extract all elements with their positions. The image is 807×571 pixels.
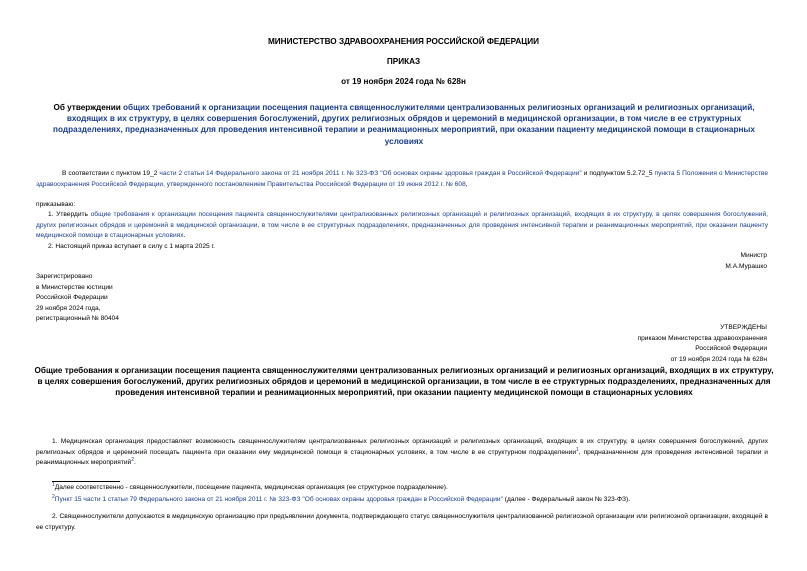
- signature-name: М.А.Мурашко: [725, 263, 767, 270]
- footnote-ref-2[interactable]: 2: [131, 457, 134, 463]
- registration-line-5: регистрационный № 80404: [36, 315, 119, 323]
- footnote-1: [52, 483, 448, 494]
- footnote-2-law-link[interactable]: Пункт 15 части 1 статьи 79 Федерального закона от 21 ноября 2011 г. № 323-ФЗ "Об основах охраны здоровья граждан в Российской Федерации": [54, 496, 503, 503]
- signature-position: Министр: [740, 252, 767, 259]
- requirements-paragraph-2: 2. Священнослужители допускаются в медицинскую организацию при предъявлении документа, подтверждающего статус священнослужителя централизованной религиозной организации или религиозной организации, входящей в ее структуру.: [36, 513, 768, 531]
- preamble-paragraph: [36, 169, 768, 190]
- general-requirements-link[interactable]: общие требования к организации посещения пациента священнослужителями централизованных религиозных организаций и религиозных организаций, входящих в их структуру, в целях совершения богослужений, других религиозных обрядов и церемоний в медицинской организации, в том числе в ее структурных подразделениях, предназначенных для проведения интенсивной терапии и реанимационных мероприятий, при оказании пациенту медицинской помощи в стационарных условиях: [36, 211, 768, 240]
- item-2: 2. Настоящий приказ вступает в силу с 1 марта 2025 г.: [48, 243, 215, 250]
- requirements-paragraph-1: [36, 437, 768, 469]
- order-title-prefix: Об утверждении: [53, 103, 124, 112]
- preamble-text-3: ,: [465, 180, 468, 188]
- paragraph-1-end: .: [134, 459, 136, 467]
- doc-date-number: от 19 ноября 2024 года № 628н: [341, 77, 466, 86]
- approval-line-1: УТВЕРЖДЕНЫ: [720, 324, 767, 331]
- item-1: [36, 210, 768, 242]
- approval-block: [638, 323, 767, 365]
- approval-line-3: Российской Федерации: [695, 345, 767, 353]
- registration-line-2: в Министерстве юстиции: [36, 283, 113, 291]
- footnote-ref-1[interactable]: 1: [576, 446, 579, 453]
- approval-line-4: от 19 ноября 2024 года № 628н: [670, 355, 767, 363]
- preamble-text-1: В соответствии с пунктом 19_2: [62, 170, 160, 177]
- footnote-1-mark[interactable]: 1: [52, 481, 55, 488]
- order-word: приказываю:: [36, 201, 76, 208]
- doc-type-heading: ПРИКАЗ: [386, 57, 421, 66]
- requirements-title: Общие требования к организации посещения пациента священнослужителями централизованных религиозных организаций и религиозных организаций, входящих в их структуру, в целях совершения богослужений, других религиозных обрядов и церемоний в медицинской организации, в том числе в ее структурных подразделениях, предназначенных для проведения интенсивной терапии и реанимационных мероприятий, при оказании пациенту медицинской помощи в стационарных условиях: [34, 366, 774, 398]
- preamble-text-2: и подпунктом 5.2.72_5: [581, 170, 655, 177]
- federal-law-link[interactable]: части 2 статьи 14 Федерального закона от 21 ноября 2011 г. № 323-ФЗ "Об основах охраны здоровья граждан в Российской Федерации": [159, 170, 582, 177]
- paragraph-1-text: 1. Медицинская организация предоставляет возможность священнослужителям централизованных религиозных организаций и религиозных организаций, входящих в их структуру, в целях совершения богослужений, других религиозных обрядов и церемоний посещать пациента при оказании ему медицинской помощи в стационарных условиях, в том числе в ее структурном подразделении: [36, 438, 768, 456]
- registration-line-3: Российской Федерации: [36, 294, 108, 302]
- order-title-link[interactable]: общих требований к организации посещения пациента священнослужителями централизованных религиозных организаций и религиозных организаций, входящих в их структуру, в целях совершения богослужений, других религиозных обрядов и церемоний в медицинской организации, в том числе в ее структурных подразделениях, предназначенных для проведения интенсивной терапии и реанимационных мероприятий, при оказании пациенту медицинской помощи в стационарных условиях: [53, 103, 755, 146]
- footnote-2-mark[interactable]: 2: [52, 493, 55, 500]
- ministry-heading: МИНИСТЕРСТВО ЗДРАВООХРАНЕНИЯ РОССИЙСКОЙ ФЕДЕРАЦИИ: [267, 37, 540, 46]
- order-title: [34, 102, 774, 147]
- footnote-2-suffix: (далее - Федеральный закон № 323-ФЗ).: [502, 496, 631, 503]
- paragraph-1-middle: , предназначенном для проведения интенсивной терапии и реанимационных мероприятий: [36, 448, 768, 467]
- item-1-suffix: .: [183, 232, 186, 240]
- registration-block: [36, 272, 119, 325]
- ministry-regulation-link[interactable]: пункта 5 Положения о Министерстве здравоохранения Российской Федерации, утвержденного постановлением Правительства Российской Федерации от 19 июня 2012 г. № 608: [36, 170, 769, 188]
- footnote-1-text: Далее соответственно - священнослужители, посещение пациента, медицинская организация (ее структурное подразделение).: [54, 484, 448, 491]
- footnote-separator: [52, 481, 120, 482]
- footnote-2: [52, 495, 630, 506]
- approval-line-2: приказом Министерства здравоохранения: [637, 334, 767, 342]
- registration-line-1: Зарегистрировано: [36, 273, 93, 280]
- registration-line-4: 29 ноября 2024 года,: [36, 304, 101, 312]
- item-1-prefix: 1. Утвердить: [48, 211, 91, 218]
